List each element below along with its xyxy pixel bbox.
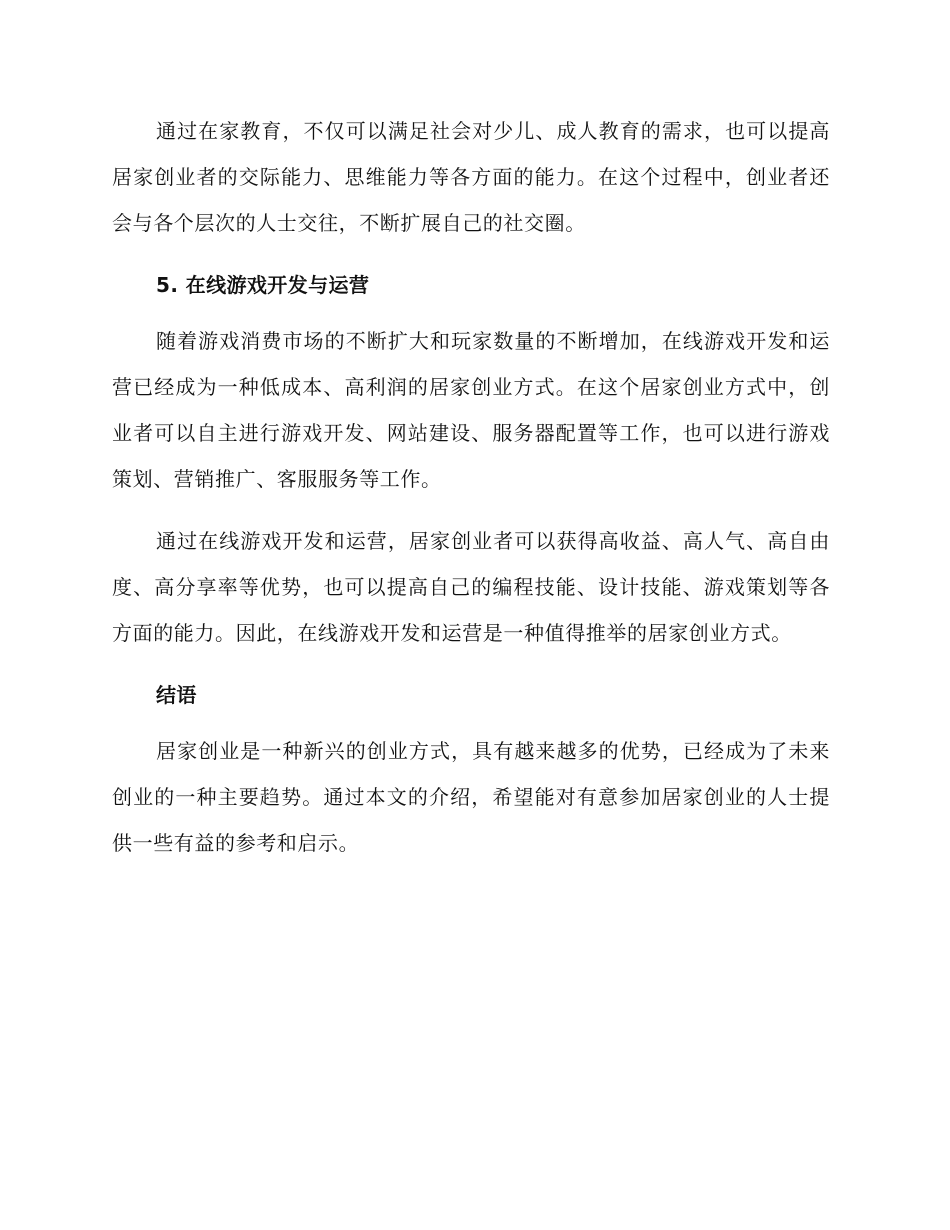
paragraph-online-games-benefits: 通过在线游戏开发和运营，居家创业者可以获得高收益、高人气、高自由度、高分享率等优势，也可以提高自己的编程技能、设计技能、游戏策划等各方面的能力。因此，在线游戏开发和运营是一种值得推举的居家创业方式。 — [112, 529, 830, 645]
paragraph-online-games-intro: 随着游戏消费市场的不断扩大和玩家数量的不断增加，在线游戏开发和运营已经成为一种低成本、高利润的居家创业方式。在这个居家创业方式中，创业者可以自主进行游戏开发、网站建设、服务器配置等工作，也可以进行游戏策划、营销推广、客服服务等工作。 — [112, 329, 830, 491]
section-heading-conclusion: 结语 — [156, 683, 197, 707]
paragraph-home-education: 通过在家教育，不仅可以满足社会对少儿、成人教育的需求，也可以提高居家创业者的交际能力、思维能力等各方面的能力。在这个过程中，创业者还会与各个层次的人士交往，不断扩展自己的社交圈。 — [112, 119, 830, 235]
document-page — [112, 108, 830, 882]
section-heading-online-games: 5. 在线游戏开发与运营 — [156, 273, 370, 297]
paragraph-conclusion: 居家创业是一种新兴的创业方式，具有越来越多的优势，已经成为了未来创业的一种主要趋势。通过本文的介绍，希望能对有意参加居家创业的人士提供一些有益的参考和启示。 — [112, 739, 830, 855]
